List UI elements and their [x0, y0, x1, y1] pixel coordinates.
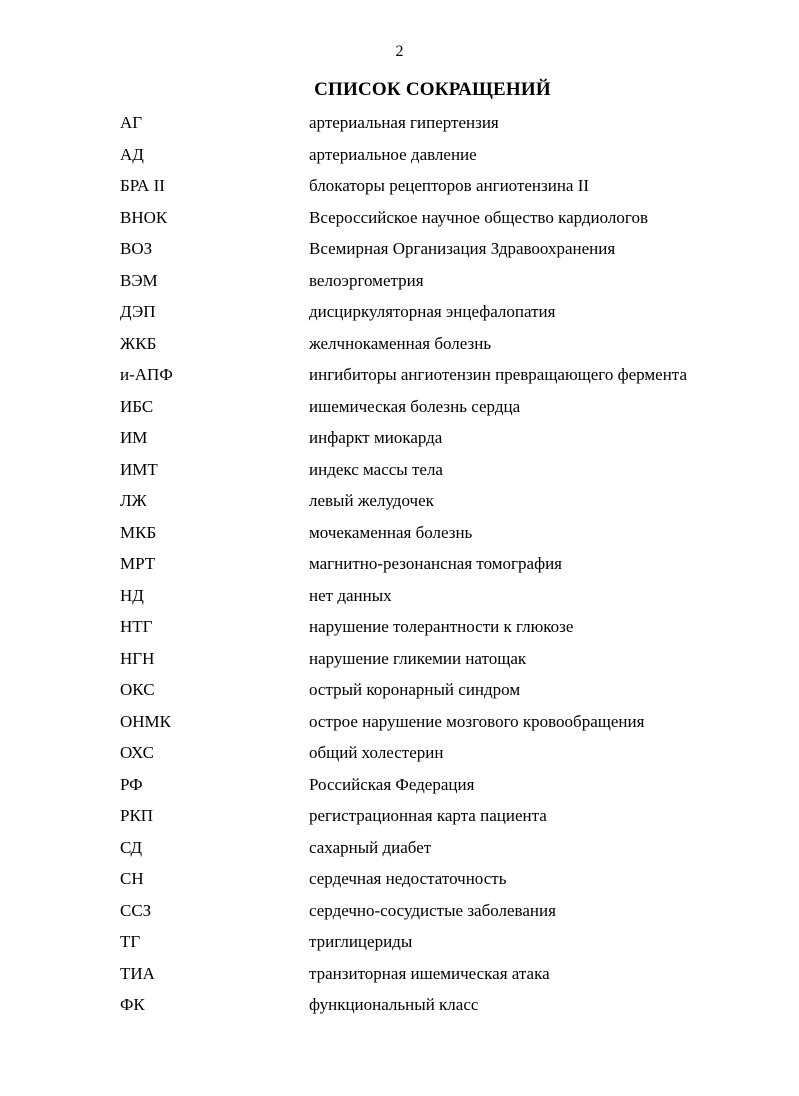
- abbreviation-row: [0, 643, 799, 675]
- abbreviation-row: [0, 296, 799, 328]
- abbreviation-definition: желчнокаменная болезнь: [309, 333, 492, 353]
- abbreviation-term: НГН: [120, 648, 155, 668]
- abbreviation-definition: сахарный диабет: [309, 837, 432, 857]
- abbreviation-term: АД: [120, 144, 144, 164]
- page-title: СПИСОК СОКРАЩЕНИЙ: [314, 79, 551, 100]
- abbreviation-row: [0, 769, 799, 801]
- abbreviation-row: [0, 422, 799, 454]
- abbreviation-row: [0, 580, 799, 612]
- abbreviation-row: [0, 832, 799, 864]
- abbreviation-row: [0, 265, 799, 297]
- abbreviation-row: [0, 674, 799, 706]
- abbreviation-definition: велоэргометрия: [309, 270, 424, 290]
- abbreviation-definition: регистрационная карта пациента: [309, 806, 547, 825]
- abbreviation-row: [0, 706, 799, 738]
- abbreviation-row: [0, 611, 799, 643]
- abbreviation-row: [0, 454, 799, 486]
- abbreviation-definition: индекс массы тела: [309, 459, 443, 479]
- abbreviation-term: ДЭП: [120, 302, 156, 321]
- abbreviation-row: [0, 107, 799, 139]
- abbreviation-term: СД: [120, 837, 143, 857]
- abbreviation-row: [0, 548, 799, 580]
- abbreviation-term: ТГ: [120, 932, 141, 951]
- abbreviation-term: НД: [120, 585, 144, 605]
- abbreviation-term: НТГ: [120, 617, 153, 636]
- abbreviation-term: ССЗ: [120, 900, 152, 920]
- abbreviation-list: [0, 107, 799, 1021]
- abbreviation-row: [0, 926, 799, 958]
- abbreviation-term: ИМ: [120, 428, 148, 447]
- abbreviation-definition: ингибиторы ангиотензин превращающего фермента: [309, 365, 687, 384]
- abbreviation-term: ЖКБ: [120, 333, 157, 353]
- abbreviation-term: СН: [120, 869, 144, 888]
- abbreviation-row: [0, 139, 799, 171]
- abbreviation-row: [0, 485, 799, 517]
- abbreviation-definition: транзиторная ишемическая атака: [309, 963, 550, 983]
- abbreviation-definition: функциональный класс: [309, 995, 479, 1014]
- abbreviation-definition: артериальная гипертензия: [309, 113, 499, 132]
- abbreviation-term: МКБ: [120, 522, 157, 542]
- abbreviation-term: РКП: [120, 806, 154, 825]
- abbreviation-term: ОХС: [120, 743, 154, 762]
- abbreviation-definition: ишемическая болезнь сердца: [309, 396, 521, 416]
- abbreviation-definition: Всероссийское научное общество кардиологов: [309, 207, 648, 227]
- abbreviation-term: ЛЖ: [120, 491, 147, 510]
- abbreviation-definition: Всемирная Организация Здравоохранения: [309, 239, 616, 258]
- abbreviation-term: БРА II: [120, 176, 165, 195]
- abbreviation-definition: нарушение гликемии натощак: [309, 648, 527, 668]
- abbreviation-row: [0, 800, 799, 832]
- abbreviation-term: ИБС: [120, 396, 154, 416]
- abbreviation-definition: магнитно-резонансная томография: [309, 554, 562, 573]
- abbreviation-row: [0, 359, 799, 391]
- abbreviation-row: [0, 202, 799, 234]
- abbreviation-row: [0, 863, 799, 895]
- abbreviation-term: РФ: [120, 774, 143, 794]
- abbreviation-definition: дисциркуляторная энцефалопатия: [309, 302, 556, 321]
- abbreviation-definition: артериальное давление: [309, 144, 477, 164]
- abbreviation-term: ИМТ: [120, 459, 158, 479]
- abbreviation-definition: блокаторы рецепторов ангиотензина II: [309, 176, 590, 195]
- abbreviation-term: ФК: [120, 995, 145, 1014]
- abbreviation-definition: нарушение толерантности к глюкозе: [309, 617, 574, 636]
- abbreviation-definition: инфаркт миокарда: [309, 428, 443, 447]
- abbreviation-row: [0, 958, 799, 990]
- abbreviation-row: [0, 328, 799, 360]
- abbreviation-term: ВОЗ: [120, 239, 153, 258]
- page-number: 2: [395, 43, 404, 60]
- abbreviation-term: ВНОК: [120, 207, 168, 227]
- abbreviation-definition: Российская Федерация: [309, 774, 475, 794]
- abbreviation-term: ВЭМ: [120, 270, 158, 290]
- abbreviation-definition: сердечная недостаточность: [309, 869, 507, 888]
- abbreviation-term: ОНМК: [120, 711, 172, 731]
- abbreviation-term: ОКС: [120, 680, 155, 699]
- abbreviation-row: [0, 989, 799, 1021]
- abbreviation-definition: острое нарушение мозгового кровообращения: [309, 711, 645, 731]
- abbreviation-row: [0, 895, 799, 927]
- abbreviation-definition: мочекаменная болезнь: [309, 522, 473, 542]
- abbreviation-term: МРТ: [120, 554, 156, 573]
- abbreviation-definition: нет данных: [309, 585, 392, 605]
- abbreviation-row: [0, 517, 799, 549]
- abbreviation-term: ТИА: [120, 963, 155, 983]
- abbreviation-definition: общий холестерин: [309, 743, 444, 762]
- abbreviation-row: [0, 737, 799, 769]
- abbreviation-term: АГ: [120, 113, 143, 132]
- abbreviation-definition: острый коронарный синдром: [309, 680, 521, 699]
- abbreviation-definition: левый желудочек: [309, 491, 434, 510]
- abbreviation-definition: триглицериды: [309, 932, 413, 951]
- abbreviation-row: [0, 391, 799, 423]
- abbreviation-term: и-АПФ: [120, 365, 173, 384]
- abbreviation-row: [0, 170, 799, 202]
- abbreviation-definition: сердечно-сосудистые заболевания: [309, 900, 556, 920]
- abbreviation-row: [0, 233, 799, 265]
